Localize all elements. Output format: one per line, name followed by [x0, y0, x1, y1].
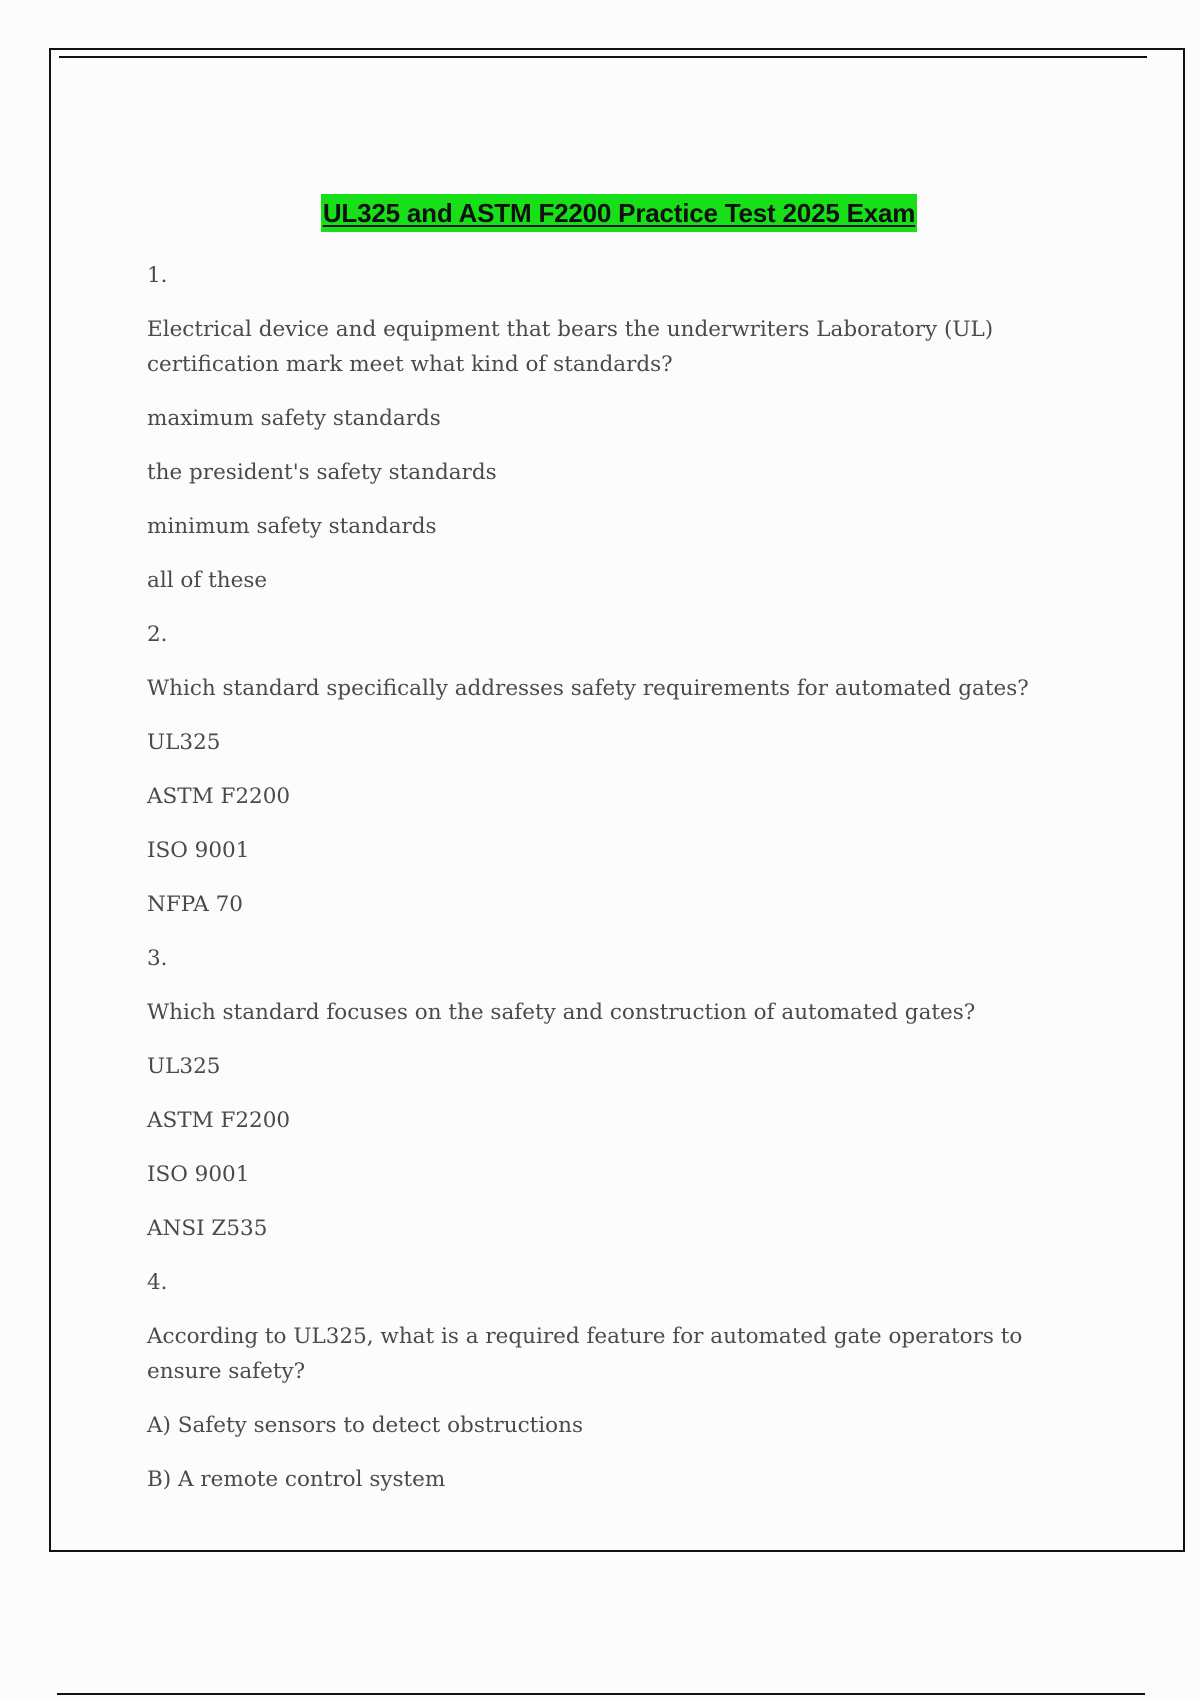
answer-option: ISO 9001 — [147, 1162, 250, 1187]
question-list — [147, 258, 1107, 1516]
answer-option: ASTM F2200 — [147, 1108, 291, 1133]
answer-option: UL325 — [147, 730, 221, 755]
answer-option: minimum safety standards — [147, 514, 437, 539]
question-text: According to UL325, what is a required feature for automated gate operators to ensure safety? — [147, 1324, 1023, 1384]
answer-option: ASTM F2200 — [147, 784, 291, 809]
question-block — [147, 941, 1107, 1246]
answer-option: all of these — [147, 568, 268, 593]
answer-option: A) Safety sensors to detect obstructions — [147, 1413, 583, 1438]
question-block — [147, 617, 1107, 922]
question-block — [147, 1265, 1107, 1497]
question-number: 1. — [147, 263, 168, 288]
answer-option: NFPA 70 — [147, 892, 243, 917]
title-container — [51, 194, 1187, 232]
question-block — [147, 258, 1107, 598]
answer-option: maximum safety standards — [147, 406, 441, 431]
page-frame — [49, 48, 1185, 1552]
question-text: Electrical device and equipment that bears the underwriters Laboratory (UL) certification mark meet what kind of standards? — [147, 317, 994, 377]
answer-option: the president's safety standards — [147, 460, 497, 485]
bottom-rule-divider — [57, 1693, 1145, 1695]
question-number: 2. — [147, 622, 168, 647]
answer-option: UL325 — [147, 1054, 221, 1079]
answer-option: ANSI Z535 — [147, 1216, 268, 1241]
question-number: 3. — [147, 946, 168, 971]
question-number: 4. — [147, 1270, 168, 1295]
answer-option: ISO 9001 — [147, 838, 250, 863]
question-text: Which standard specifically addresses safety requirements for automated gates? — [147, 676, 1029, 701]
top-rule-divider — [59, 56, 1147, 58]
answer-option: B) A remote control system — [147, 1467, 446, 1492]
document-title: UL325 and ASTM F2200 Practice Test 2025 Exam — [321, 194, 917, 232]
question-text: Which standard focuses on the safety and construction of automated gates? — [147, 1000, 976, 1025]
